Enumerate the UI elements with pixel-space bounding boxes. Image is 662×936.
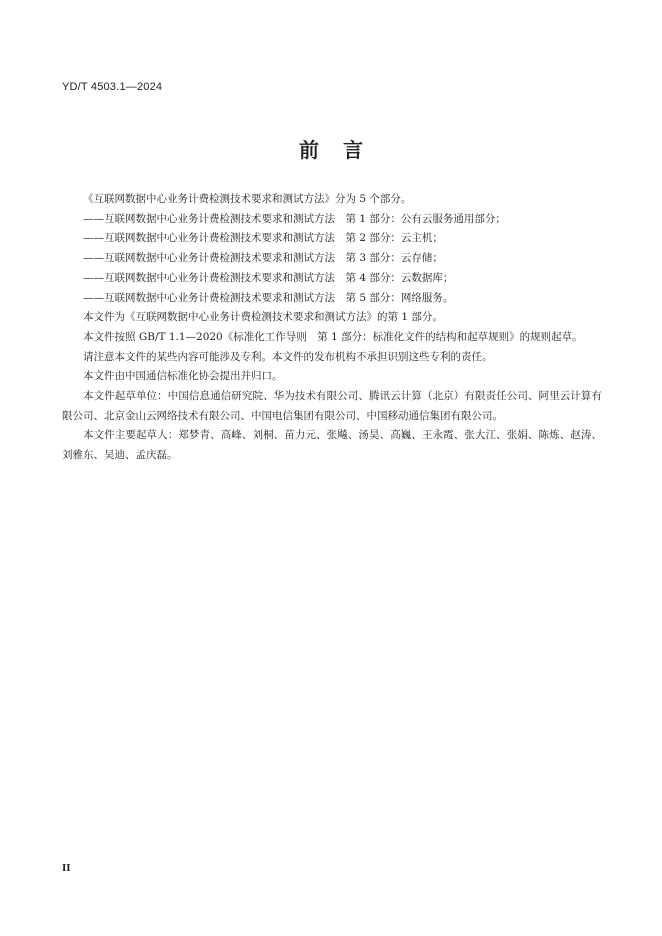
- part-list-item: ——互联网数据中心业务计费检测技术要求和测试方法 第 2 部分：云主机；: [83, 232, 443, 245]
- part-list-item: ——互联网数据中心业务计费检测技术要求和测试方法 第 3 部分：云存储；: [83, 252, 443, 265]
- paragraph: 《互联网数据中心业务计费检测技术要求和测试方法》分为 5 个部分。: [83, 193, 412, 205]
- paragraph: 本文件按照 GB/T 1.1—2020《标准化工作导则 第 1 部分：标准化文件的结构和起草规则》的规则起草。: [83, 330, 583, 343]
- drafting-units: 本文件起草单位：中国信息通信研究院、华为技术有限公司、腾讯云计算（北京）有限责任公司、阿里云计算有限公司、北京金山云网络技术有限公司、中国电信集团有限公司、中国移动通信集团有限公司。: [62, 390, 602, 422]
- drafters: 本文件主要起草人：郑梦青、高峰、刘桐、苗力元、张飚、汤昊、高巍、王永霞、张大江、张娟、陈炼、赵涛、刘雅东、吴迪、孟庆磊。: [62, 429, 602, 462]
- page-title: 前言: [299, 138, 387, 162]
- paragraph: 本文件为《互联网数据中心业务计费检测技术要求和测试方法》的第 1 部分。: [83, 311, 443, 324]
- patent-notice: 请注意本文件的某些内容可能涉及专利。本文件的发布机构不承担识别这些专利的责任。: [83, 350, 493, 363]
- document-code: YD/T 4503.1—2024: [62, 81, 163, 93]
- paragraph: 本文件由中国通信标准化协会提出并归口。: [83, 370, 283, 383]
- page-number: II: [62, 862, 71, 874]
- part-list-item: ——互联网数据中心业务计费检测技术要求和测试方法 第 4 部分：云数据库；: [83, 271, 454, 284]
- part-list-item: ——互联网数据中心业务计费检测技术要求和测试方法 第 5 部分：网络服务。: [83, 291, 454, 304]
- part-list-item: ——互联网数据中心业务计费检测技术要求和测试方法 第 1 部分：公有云服务通用部分；: [83, 212, 506, 225]
- foreword-body: [62, 190, 602, 466]
